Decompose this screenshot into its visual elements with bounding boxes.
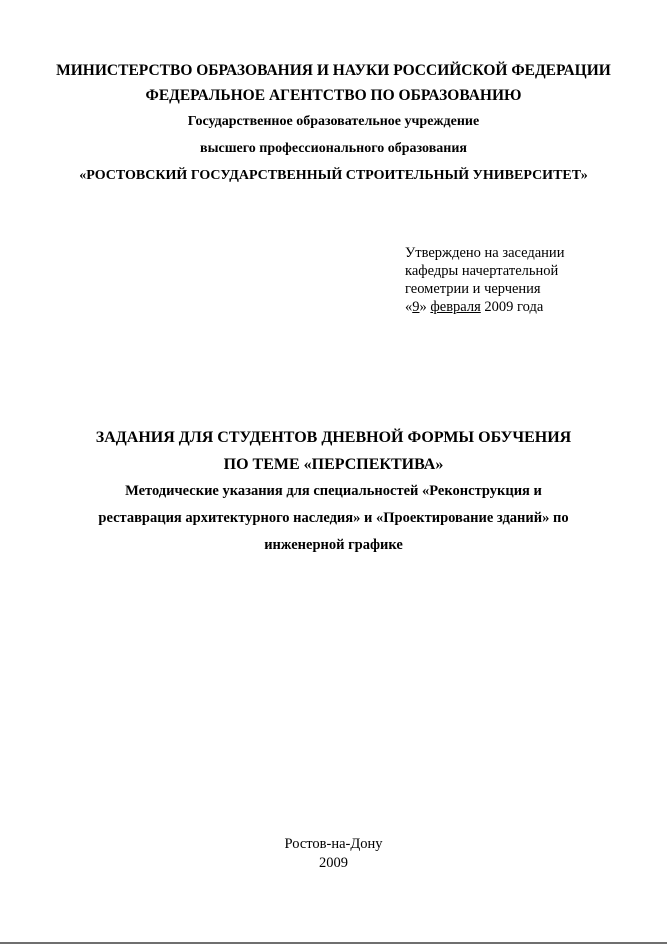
document-subtitle-line1: Методические указания для специальностей «Реконструкция и — [125, 483, 542, 499]
institution-type-line2: высшего профессионального образования — [200, 141, 467, 156]
approval-line1: Утверждено на заседании — [405, 245, 565, 261]
document-title-line1: ЗАДАНИЯ ДЛЯ СТУДЕНТОВ ДНЕВНОЙ ФОРМЫ ОБУЧЕНИЯ — [95, 429, 572, 446]
approval-line3: геометрии и черчения — [405, 281, 541, 297]
publication-year: 2009 — [319, 855, 348, 871]
institution-type-line1: Государственное образовательное учреждение — [187, 114, 480, 129]
document-subtitle-line2: реставрация архитектурного наследия» и «Проектирование зданий» по — [98, 510, 569, 526]
agency-name: ФЕДЕРАЛЬНОЕ АГЕНТСТВО ПО ОБРАЗОВАНИЮ — [145, 87, 522, 104]
document-title-line2: ПО ТЕМЕ «ПЕРСПЕКТИВА» — [223, 456, 444, 473]
date-rest: 2009 года — [484, 299, 544, 315]
publication-city: Ростов-на-Дону — [284, 836, 383, 852]
ministry-name: МИНИСТЕРСТВО ОБРАЗОВАНИЯ И НАУКИ РОССИЙСКОЙ ФЕДЕРАЦИИ — [56, 62, 611, 79]
date-day: 9 — [412, 299, 420, 315]
date-open-quote: « — [405, 299, 413, 315]
date-month: февраля — [430, 299, 481, 315]
bottom-divider — [0, 942, 667, 944]
approval-block — [405, 244, 645, 316]
document-subtitle-line3: инженерной графике — [264, 537, 403, 553]
date-close-quote: » — [419, 299, 427, 315]
university-name: «РОСТОВСКИЙ ГОСУДАРСТВЕННЫЙ СТРОИТЕЛЬНЫЙ УНИВЕРСИТЕТ» — [79, 168, 588, 183]
approval-line2: кафедры начертательной — [405, 263, 559, 279]
footer-block — [0, 835, 667, 873]
approval-date — [405, 298, 645, 316]
header-block — [0, 58, 667, 189]
title-block — [0, 424, 667, 559]
